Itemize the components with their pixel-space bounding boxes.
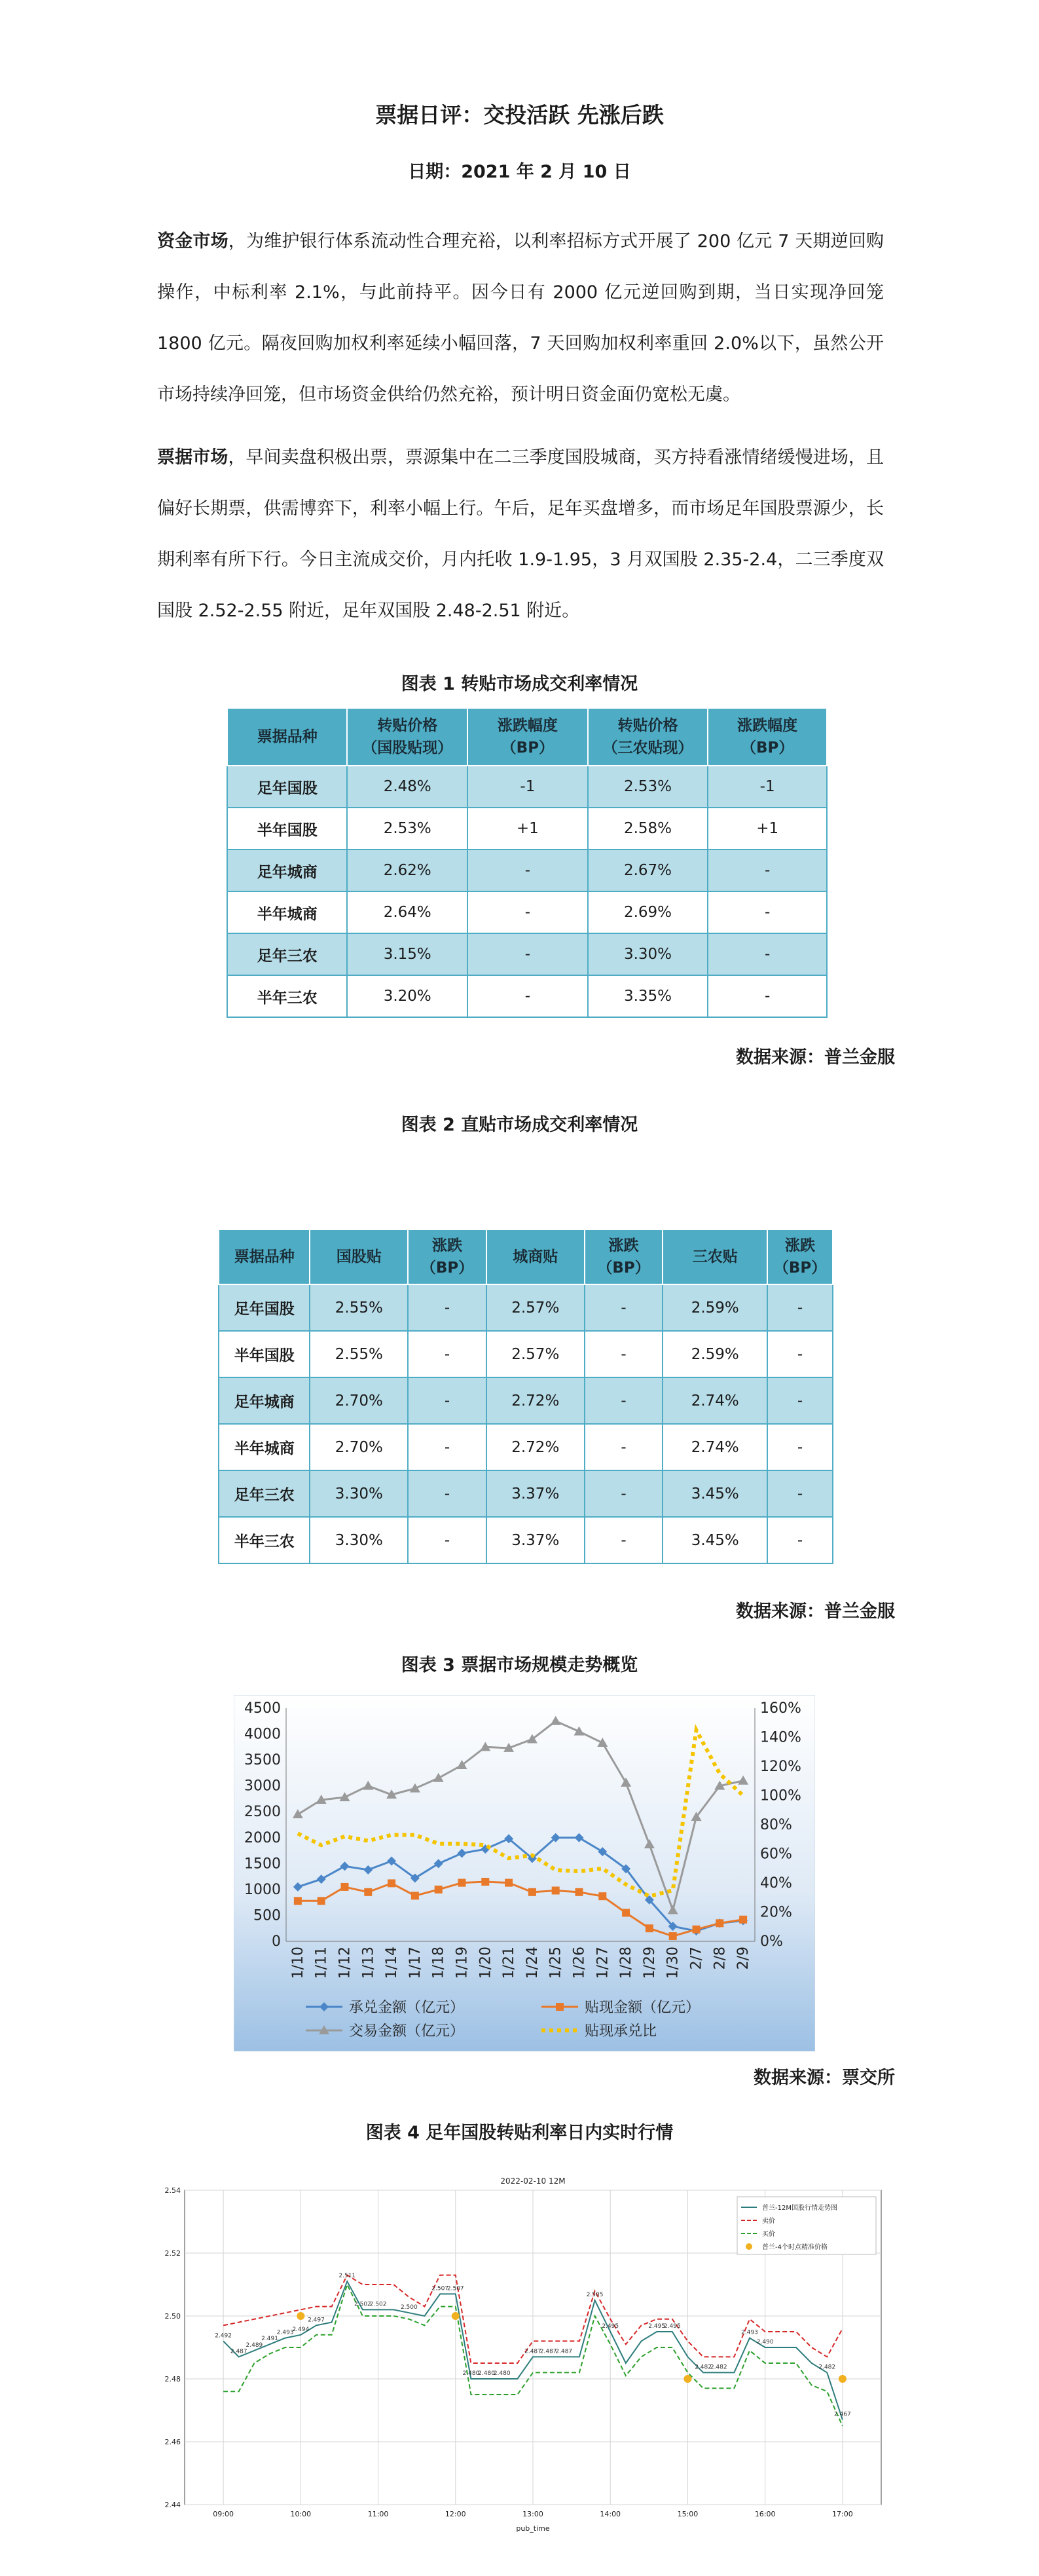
row-header-cell: 足年国股: [219, 1284, 310, 1331]
table-cell: +1: [708, 808, 827, 849]
table-cell: 2.59%: [663, 1331, 767, 1377]
column-header-line: （三农贴现）: [602, 739, 693, 756]
column-header: [585, 1229, 663, 1284]
x-tick-label: 1/11: [313, 1947, 330, 1979]
data-point: [693, 1926, 701, 1933]
x-tick-label: 1/27: [594, 1947, 611, 1979]
x-tick-label: 16:00: [754, 2510, 776, 2518]
legend-marker: [556, 2003, 564, 2011]
data-label: 2.490: [756, 2339, 774, 2345]
rediscount-rate-table: [227, 707, 828, 1018]
table-cell: -: [585, 1517, 663, 1563]
column-header-line: 涨跌幅度: [497, 717, 558, 734]
data-label: 2.495: [602, 2323, 619, 2330]
data-point: [481, 1878, 489, 1886]
table-cell: -: [467, 891, 588, 933]
table-cell: -1: [467, 766, 588, 808]
data-point: [716, 1919, 723, 1927]
x-tick-label: 2/9: [735, 1947, 752, 1970]
table-cell: -: [767, 1377, 833, 1424]
row-header-cell: 半年国股: [219, 1331, 310, 1377]
table-cell: -: [767, 1424, 833, 1470]
x-tick-label: 2/7: [688, 1947, 705, 1970]
data-label: 2.494: [292, 2326, 310, 2333]
y-left-tick-label: 3000: [244, 1778, 281, 1795]
column-header: [767, 1229, 833, 1284]
table-row: [219, 1377, 833, 1424]
column-header: [347, 708, 467, 766]
data-label: 2.489: [246, 2342, 263, 2349]
data-label: 2.507: [431, 2285, 449, 2292]
column-header-line: 涨跌: [432, 1237, 463, 1254]
data-label: 2.482: [710, 2364, 727, 2371]
data-point: [505, 1879, 513, 1887]
x-tick-label: 1/17: [407, 1947, 424, 1979]
bill-market-paragraph: [157, 432, 884, 637]
x-tick-label: 1/29: [641, 1947, 658, 1979]
y-right-tick-label: 120%: [760, 1759, 801, 1775]
column-header-line: （BP）: [420, 1260, 474, 1277]
data-point: [435, 1886, 443, 1894]
table-cell: 2.55%: [310, 1284, 408, 1331]
table-row: [219, 1517, 833, 1563]
x-axis-label: pub_time: [516, 2524, 550, 2533]
table-cell: 3.30%: [588, 933, 708, 975]
chart3-caption: 图表 3 票据市场规模走势概览: [401, 1655, 638, 1675]
table-cell: -: [767, 1331, 833, 1377]
table-row: [227, 933, 827, 975]
table-cell: 2.48%: [347, 766, 467, 808]
column-header-line: （国股贴现）: [362, 739, 453, 756]
table-cell: 2.59%: [663, 1284, 767, 1331]
x-tick-label: 2/8: [712, 1947, 729, 1970]
table-cell: -: [467, 933, 588, 975]
data-label: 2.480: [462, 2370, 480, 2377]
table1-source: 数据来源：普兰金服: [736, 1047, 895, 1068]
data-point: [341, 1883, 349, 1891]
table-cell: -: [767, 1470, 833, 1517]
intraday-rate-chart: [155, 2171, 888, 2536]
table-cell: -: [585, 1424, 663, 1470]
table-cell: -: [408, 1331, 486, 1377]
report-date: 日期：2021 年 2 月 10 日: [408, 162, 631, 182]
column-header-line: 三农贴: [692, 1248, 738, 1265]
table-cell: 3.45%: [663, 1517, 767, 1563]
row-header-cell: 足年城商: [219, 1377, 310, 1424]
data-point: [364, 1888, 372, 1896]
column-header-line: 转贴价格: [377, 717, 438, 734]
table-cell: 2.70%: [310, 1424, 408, 1470]
data-label: 2.505: [586, 2292, 604, 2298]
chart-title: 2022-02-10 12M: [500, 2176, 566, 2186]
table-cell: -: [767, 1517, 833, 1563]
y-left-tick-label: 0: [272, 1933, 281, 1950]
y-tick-label: 2.50: [164, 2312, 181, 2321]
column-header-line: （BP）: [773, 1260, 827, 1277]
paragraph-lead: 资金市场: [157, 231, 228, 252]
table-row: [219, 1331, 833, 1377]
paragraph-text: ，早间卖盘积极出票，票源集中在二三季度国股城商，买方持看涨情绪缓慢进场，且偏好长期票，供需博弈下，利率小幅上行。午后，足年买盘增多，而市场足年国股票源少，长期利率有所下行。今日主流成交价，月内托收 1.9-1.95，3 月双国股 2.35-2.4，二三季度双国股 2.52-2.55 附近，足年双国股 2.48-2.51 附近。: [157, 447, 884, 621]
table-cell: 2.57%: [486, 1284, 585, 1331]
table-cell: 3.35%: [588, 975, 708, 1017]
row-header-cell: 足年国股: [227, 766, 347, 808]
data-label: 2.495: [648, 2323, 666, 2330]
column-header-line: （BP）: [740, 739, 794, 756]
y-right-tick-label: 160%: [760, 1700, 801, 1717]
x-tick-label: 09:00: [213, 2510, 234, 2518]
data-label: 2.487: [539, 2348, 557, 2355]
table2-caption: 图表 2 直贴市场成交利率情况: [401, 1115, 638, 1135]
data-label: 2.480: [493, 2370, 511, 2377]
column-header: [486, 1229, 585, 1284]
data-point: [598, 1892, 606, 1900]
table-cell: 3.30%: [310, 1517, 408, 1563]
data-label: 2.495: [663, 2323, 681, 2330]
y-tick-label: 2.44: [164, 2501, 181, 2509]
table-row: [227, 766, 827, 808]
table-row: [227, 891, 827, 933]
column-header: [310, 1229, 408, 1284]
table-cell: 2.70%: [310, 1377, 408, 1424]
data-point: [294, 1897, 302, 1905]
table-cell: -: [467, 975, 588, 1017]
data-label: 2.493: [741, 2329, 758, 2336]
y-right-tick-label: 100%: [760, 1787, 801, 1804]
x-tick-label: 1/18: [430, 1947, 447, 1979]
direct-discount-rate-table: [218, 1229, 833, 1564]
y-right-tick-label: 60%: [760, 1846, 792, 1863]
data-label: 2.511: [338, 2273, 356, 2280]
data-label: 2.487: [555, 2348, 573, 2355]
x-tick-label: 15:00: [677, 2510, 699, 2518]
column-header: [708, 708, 827, 766]
legend-label: 普兰-4个时点精准价格: [762, 2244, 828, 2251]
y-right-tick-label: 140%: [760, 1729, 801, 1746]
column-header-line: 票据品种: [234, 1248, 295, 1265]
x-tick-label: 1/13: [360, 1947, 377, 1979]
column-header: [219, 1229, 310, 1284]
y-left-tick-label: 4000: [244, 1726, 281, 1743]
column-header: [227, 708, 347, 766]
row-header-cell: 半年城商: [227, 891, 347, 933]
row-header-cell: 足年城商: [227, 849, 347, 891]
y-right-tick-label: 40%: [760, 1875, 792, 1892]
table-row: [227, 849, 827, 891]
table-row: [227, 808, 827, 849]
data-label: 2.492: [215, 2332, 232, 2340]
data-label: 2.482: [695, 2364, 712, 2371]
row-header-cell: 半年城商: [219, 1424, 310, 1470]
table-cell: -: [408, 1470, 486, 1517]
table-cell: -: [408, 1424, 486, 1470]
column-header: [588, 708, 708, 766]
y-tick-label: 2.48: [164, 2375, 181, 2383]
y-tick-label: 2.46: [164, 2438, 181, 2446]
table-cell: -: [708, 849, 827, 891]
table-cell: 3.37%: [486, 1517, 585, 1563]
data-label: 2.497: [308, 2317, 325, 2324]
table-cell: -: [767, 1284, 833, 1331]
data-point: [388, 1879, 395, 1887]
x-tick-label: 1/28: [618, 1947, 635, 1979]
x-tick-label: 1/25: [547, 1947, 564, 1979]
x-tick-label: 1/30: [665, 1947, 682, 1979]
data-label: 2.487: [230, 2348, 247, 2355]
row-header-cell: 半年三农: [219, 1517, 310, 1563]
table-cell: -: [708, 975, 827, 1017]
column-header: [663, 1229, 767, 1284]
data-point: [622, 1909, 630, 1916]
column-header-line: 转贴价格: [617, 717, 678, 734]
paragraph-text: ，为维护银行体系流动性合理充裕，以利率招标方式开展了 200 亿元 7 天期逆回购操作，中标利率 2.1%，与此前持平。因今日有 2000 亿元逆回购到期，当日实现净回笼 1800 亿元。隔夜回购加权利率延续小幅回落，7 天回购加权利率重回 2.0%以下，虽然公开市场持续净回笼，但市场资金供给仍然充裕，预计明日资金面仍宽松无虞。: [157, 231, 884, 405]
table-cell: 2.64%: [347, 891, 467, 933]
table-cell: -: [585, 1377, 663, 1424]
table-cell: -: [585, 1331, 663, 1377]
y-tick-label: 2.54: [164, 2186, 181, 2195]
table-cell: 2.53%: [588, 766, 708, 808]
data-point: [646, 1924, 653, 1932]
table-cell: 3.20%: [347, 975, 467, 1017]
table-cell: 2.53%: [347, 808, 467, 849]
table-cell: 3.37%: [486, 1470, 585, 1517]
data-point: [411, 1892, 419, 1899]
table-cell: -: [585, 1284, 663, 1331]
y-right-tick-label: 0%: [760, 1933, 783, 1950]
x-tick-label: 10:00: [290, 2510, 312, 2518]
data-label: 2.507: [447, 2285, 464, 2292]
row-header-cell: 足年三农: [219, 1470, 310, 1517]
data-label: 2.502: [369, 2301, 387, 2308]
table-cell: 2.57%: [486, 1331, 585, 1377]
y-tick-label: 2.52: [164, 2249, 181, 2258]
column-header-line: 涨跌: [785, 1237, 816, 1254]
data-point: [575, 1888, 583, 1896]
legend-label: 买价: [762, 2231, 775, 2238]
table-cell: 2.72%: [486, 1424, 585, 1470]
table-cell: 2.62%: [347, 849, 467, 891]
data-label: 2.491: [261, 2336, 278, 2343]
x-tick-label: 13:00: [522, 2510, 543, 2518]
column-header-line: 涨跌幅度: [737, 717, 798, 734]
y-left-tick-label: 1500: [244, 1856, 281, 1873]
x-tick-label: 1/24: [524, 1947, 541, 1979]
y-left-tick-label: 1000: [244, 1881, 281, 1898]
table-cell: -: [408, 1517, 486, 1563]
y-left-tick-label: 2500: [244, 1804, 281, 1821]
legend-marker: [746, 2243, 752, 2250]
table-cell: 2.67%: [588, 849, 708, 891]
table-row: [219, 1470, 833, 1517]
data-point: [528, 1888, 536, 1896]
data-point: [458, 1879, 466, 1887]
column-header-line: 国股贴: [336, 1248, 382, 1265]
y-left-tick-label: 2000: [244, 1829, 281, 1846]
table-cell: 3.30%: [310, 1470, 408, 1517]
x-tick-label: 1/20: [477, 1947, 494, 1979]
table-cell: -: [408, 1284, 486, 1331]
data-point: [739, 1916, 747, 1924]
data-point: [684, 2375, 691, 2383]
column-header: [467, 708, 588, 766]
y-left-tick-label: 500: [253, 1907, 281, 1924]
y-right-tick-label: 20%: [760, 1904, 792, 1921]
table-cell: 2.72%: [486, 1377, 585, 1424]
x-tick-label: 1/10: [289, 1947, 306, 1979]
data-label: 2.487: [524, 2348, 541, 2355]
chart4-caption: 图表 4 足年国股转贴利率日内实时行情: [365, 2123, 674, 2143]
x-tick-label: 11:00: [367, 2510, 389, 2518]
x-tick-label: 1/19: [454, 1947, 471, 1979]
data-label: 2.502: [354, 2301, 371, 2308]
column-header-line: （BP）: [597, 1260, 650, 1277]
chart-background: [234, 1695, 815, 2051]
x-tick-label: 1/21: [501, 1947, 518, 1979]
data-point: [669, 1932, 677, 1940]
bill-market-scale-chart: [234, 1695, 815, 2051]
table-row: [227, 975, 827, 1017]
x-tick-label: 1/26: [571, 1947, 588, 1979]
table-cell: 2.58%: [588, 808, 708, 849]
x-tick-label: 14:00: [600, 2510, 621, 2518]
data-point: [452, 2312, 460, 2320]
page-title: 票据日评：交投活跃 先涨后跌: [375, 102, 664, 128]
data-label: 2.482: [818, 2364, 836, 2371]
table-cell: 3.45%: [663, 1470, 767, 1517]
table-cell: -: [708, 933, 827, 975]
column-header-line: （BP）: [501, 739, 555, 756]
table-cell: 2.69%: [588, 891, 708, 933]
data-point: [839, 2375, 847, 2383]
legend-label: 贴现承兑比: [585, 2023, 657, 2040]
data-label: 2.500: [400, 2304, 418, 2311]
data-label: 2.493: [276, 2329, 294, 2336]
y-right-tick-label: 80%: [760, 1817, 792, 1833]
column-header-line: 票据品种: [257, 728, 318, 745]
chart3-source: 数据来源：票交所: [754, 2068, 895, 2088]
table-cell: +1: [467, 808, 588, 849]
data-point: [318, 1897, 325, 1905]
table-cell: 2.74%: [663, 1377, 767, 1424]
table-cell: -: [585, 1470, 663, 1517]
table-cell: -: [708, 891, 827, 933]
data-label: 2.467: [834, 2411, 851, 2418]
legend-label: 交易金额（亿元）: [349, 2023, 465, 2040]
table-cell: 2.55%: [310, 1331, 408, 1377]
table-cell: -1: [708, 766, 827, 808]
legend-label: 卖价: [762, 2218, 775, 2225]
table-row: [219, 1424, 833, 1470]
column-header: [408, 1229, 486, 1284]
x-tick-label: 17:00: [832, 2510, 853, 2518]
paragraph-lead: 票据市场: [157, 447, 228, 468]
table2-source: 数据来源：普兰金服: [736, 1601, 895, 1622]
column-header-line: 城商贴: [513, 1248, 558, 1265]
table-cell: -: [467, 849, 588, 891]
table1-caption: 图表 1 转贴市场成交利率情况: [401, 674, 638, 694]
table-row: [219, 1284, 833, 1331]
money-market-paragraph: [157, 216, 884, 420]
table-cell: 3.15%: [347, 933, 467, 975]
x-tick-label: 1/12: [337, 1947, 354, 1979]
legend-label: 贴现金额（亿元）: [585, 2000, 701, 2016]
table-cell: -: [408, 1377, 486, 1424]
data-point: [297, 2312, 304, 2320]
x-tick-label: 1/14: [384, 1947, 401, 1979]
x-tick-label: 12:00: [445, 2510, 466, 2518]
legend-label: 承兑金额（亿元）: [349, 2000, 465, 2016]
column-header-line: 涨跌: [608, 1237, 639, 1254]
data-label: 2.480: [478, 2370, 495, 2377]
row-header-cell: 半年国股: [227, 808, 347, 849]
table-cell: 2.74%: [663, 1424, 767, 1470]
data-point: [552, 1886, 560, 1894]
row-header-cell: 足年三农: [227, 933, 347, 975]
legend-label: 普兰-12M国股行情走势图: [762, 2205, 837, 2212]
y-left-tick-label: 4500: [244, 1700, 281, 1717]
y-left-tick-label: 3500: [244, 1752, 281, 1769]
row-header-cell: 半年三农: [227, 975, 347, 1017]
